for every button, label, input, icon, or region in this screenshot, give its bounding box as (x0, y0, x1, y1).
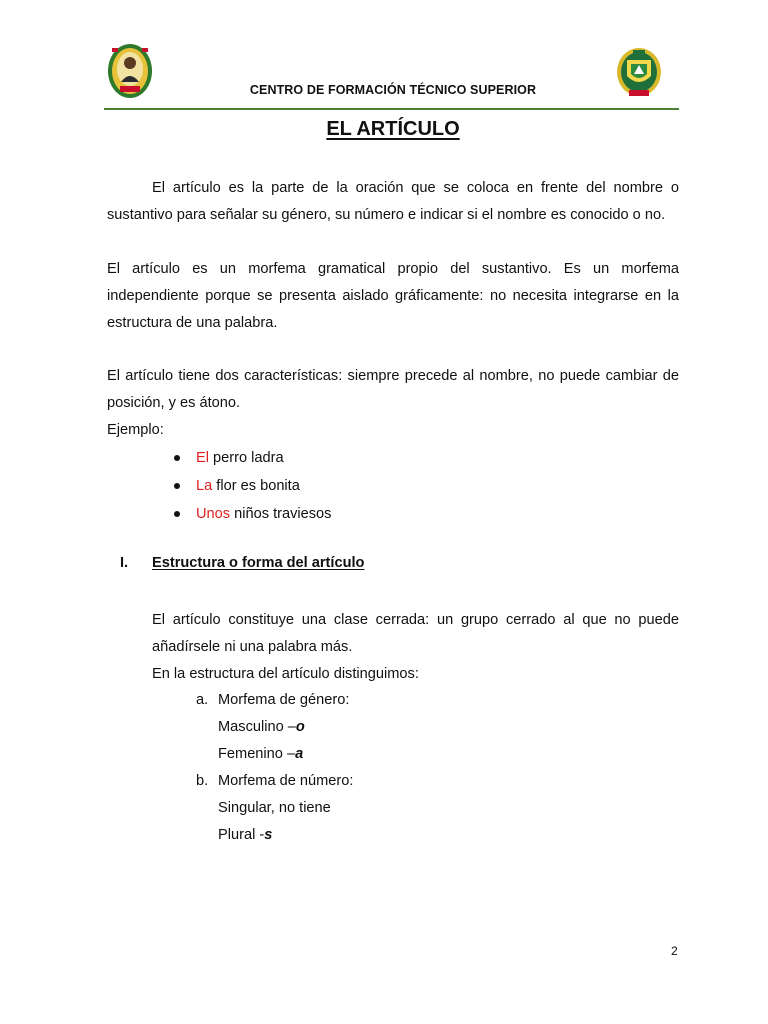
paragraph-line: estructura de una palabra. (107, 315, 278, 331)
item-detail (196, 795, 353, 822)
header-institution: CENTRO DE FORMACIÓN TÉCNICO SUPERIOR (249, 83, 537, 97)
detail-ending: a (295, 746, 304, 762)
example-text: niños traviesos (230, 506, 332, 522)
paragraph-line: sustantivo para señalar su género, su número e indicar si el nombre es conocido o no. (107, 207, 666, 223)
list-item (196, 687, 353, 714)
list-item (172, 472, 331, 500)
paragraph-line: El artículo tiene dos características: siempre precede al nombre, no puede cambiar de (107, 368, 679, 384)
paragraph-line: El artículo constituye una clase cerrada: un grupo cerrado al que no puede (152, 612, 679, 628)
example-text: perro ladra (208, 450, 284, 466)
detail-text: Masculino – (218, 719, 296, 735)
characteristics-paragraph (107, 363, 679, 444)
intro-paragraph (107, 175, 679, 229)
example-label: Ejemplo: (107, 422, 164, 438)
item-detail (196, 822, 353, 849)
paragraph-line: añadírsele ni una palabra más. (152, 639, 353, 655)
item-detail (196, 741, 353, 768)
detail-text: Singular, no tiene (218, 800, 331, 816)
paragraph-line: El artículo es la parte de la oración que se coloca en frente del nombre o (152, 180, 679, 196)
header-divider (104, 108, 679, 110)
paragraph-line: En la estructura del artículo distinguimos: (152, 666, 419, 682)
list-item (196, 768, 353, 795)
example-list (172, 444, 331, 528)
list-item (172, 444, 331, 472)
section-paragraph (152, 607, 679, 688)
paragraph-line: independiente porque se presenta aislado gráficamente: no necesita integrarse en la (107, 288, 679, 304)
section-heading (120, 555, 364, 571)
item-label: Morfema de número: (218, 773, 354, 789)
article-word: La (196, 478, 213, 494)
detail-ending: s (264, 827, 273, 843)
list-item (172, 500, 331, 528)
article-word: El (196, 450, 209, 466)
paragraph-line: El artículo es un morfema gramatical propio del sustantivo. Es un morfema (107, 261, 679, 277)
item-label: Morfema de género: (218, 692, 350, 708)
section-number: I. (120, 555, 129, 571)
detail-text: Plural - (218, 827, 265, 843)
item-marker: a. (196, 692, 209, 708)
institution-shield-logo (615, 44, 663, 102)
detail-ending: o (295, 719, 305, 735)
morpheme-paragraph (107, 256, 679, 337)
structure-list (196, 687, 353, 849)
item-detail (196, 714, 353, 741)
paragraph-line: posición, y es átono. (107, 395, 241, 411)
article-word: Unos (196, 506, 231, 522)
detail-text: Femenino – (218, 746, 296, 762)
example-text: flor es bonita (212, 478, 300, 494)
section-title: Estructura o forma del artículo (152, 555, 365, 571)
item-marker: b. (196, 773, 209, 789)
document-title: EL ARTÍCULO (326, 118, 460, 140)
page-number: 2 (671, 944, 678, 958)
